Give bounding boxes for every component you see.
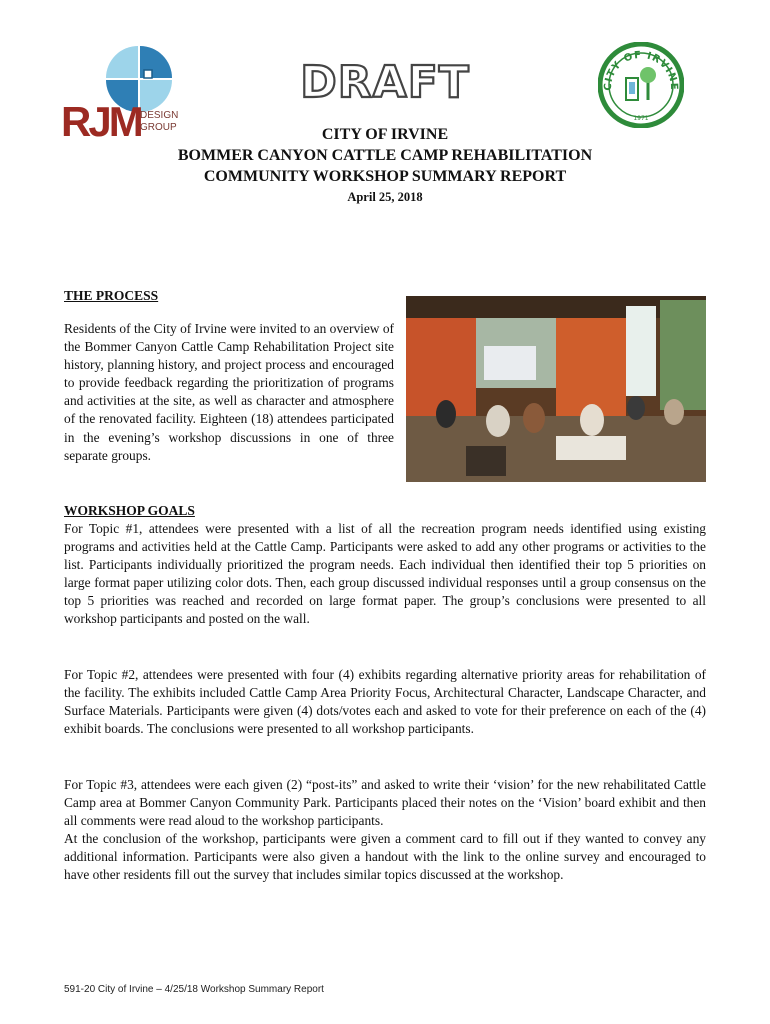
report-date: April 25, 2018 <box>347 190 423 204</box>
title-project: BOMMER CANYON CATTLE CAMP REHABILITATION <box>177 147 593 164</box>
report-title-block <box>0 124 770 205</box>
title-city: CITY OF IRVINE <box>321 126 449 143</box>
draft-text: DRAFT <box>300 57 470 103</box>
city-of-irvine-seal <box>598 42 684 128</box>
seal-text: CITY OF IRVINE <box>602 49 680 91</box>
topic1-paragraph: For Topic #1, attendees were presented with a list of all the recreation program needs identified using existing programs and activities held at the Cattle Camp. Participants were asked to add any other programs or activities to the list. Participants individually prioritized the program needs. Each individual then identified their top 5 priorities on large format paper utilizing color dots. Then, each group discussed individual responses until a group consensus on the top 5 priorities was reached and recorded on large format paper. The group’s conclusions were presented to all workshop participants and posted on the wall. <box>64 521 706 627</box>
topic2-paragraph: For Topic #2, attendees were presented with four (4) exhibits regarding alternative priority areas for rehabilitation of the facility. The exhibits included Cattle Camp Area Priority Focus, Architectural Character, Landscape Character, and Surface Materials. Participants were given (4) dots/votes each and asked to vote for their preference on each of the (4) exhibit boards. The conclusions were presented to all workshop participants. <box>64 667 706 737</box>
process-paragraph: Residents of the City of Irvine were invited to an overview of the Bommer Canyon Cattle Camp Rehabilitation Project site history, planning history, and project process and encouraged to provide feedback regarding the prioritization of programs and activities at the site, as well as character and atmosphere of the renovated facility. Eighteen (18) attendees participated in the evening’s workshop discussions in one of three separate groups. <box>64 321 394 463</box>
workshop-photo <box>406 296 706 482</box>
seal-year: 1971 <box>633 115 649 122</box>
rjm-design-word: DESIGN <box>140 110 179 121</box>
title-report: COMMUNITY WORKSHOP SUMMARY REPORT <box>203 168 567 185</box>
rjm-letters: RJM <box>61 98 141 140</box>
draft-watermark <box>300 55 470 103</box>
conclusion-paragraph: At the conclusion of the workshop, participants were given a comment card to fill out if they wanted to convey any additional information. Participants were also given a handout with the link to the online survey and encouraged to have other residents fill out the survey that includes similar topics discussed at the workshop. <box>64 831 706 883</box>
page-footer: 591-20 City of Irvine – 4/25/18 Workshop Summary Report <box>64 984 324 995</box>
process-heading: THE PROCESS <box>64 288 159 303</box>
goals-heading: WORKSHOP GOALS <box>64 503 195 518</box>
topic3-paragraph: For Topic #3, attendees were each given (2) “post-its” and asked to write their ‘vision’ for the new rehabilitated Cattle Camp area at Bommer Canyon Community Park. Participants placed their notes on the ‘Vision’ board exhibit and then all comments were read aloud to the workshop participants. <box>64 777 706 829</box>
rjm-group-word: GROUP <box>140 122 177 133</box>
